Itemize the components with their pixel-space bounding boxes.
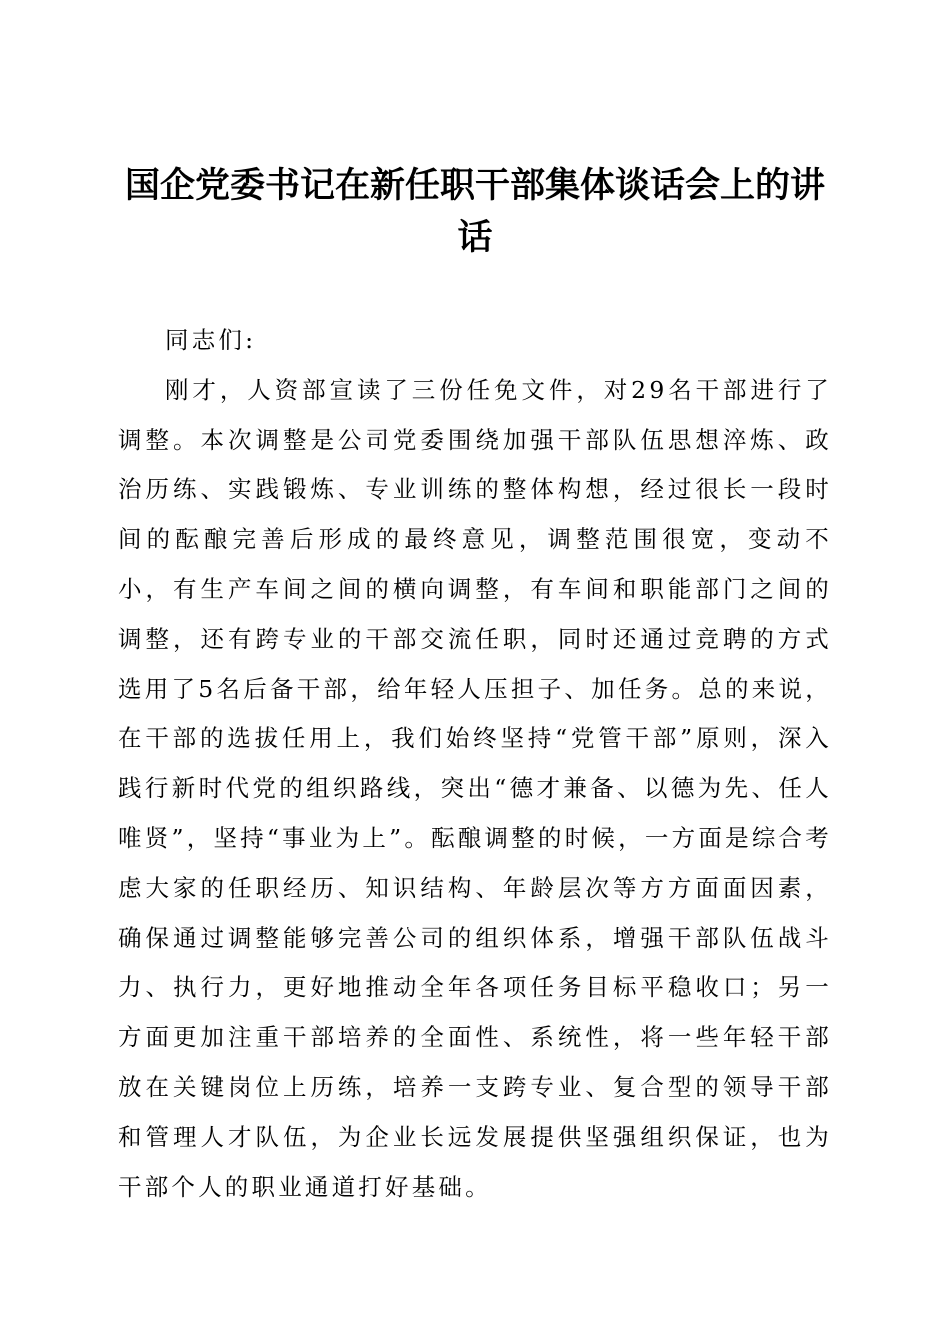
body-paragraph: 刚才，人资部宣读了三份任免文件，对29名干部进行了调整。本次调整是公司党委围绕加强干部队伍思想淬炼、政治历练、实践锻炼、专业训练的整体构想，经过很长一段时间的酝酿完善后形成的最终意见，调整范围很宽，变动不小，有生产车间之间的横向调整，有车间和职能部门之间的调整，还有跨专业的干部交流任职，同时还通过竞聘的方式选用了5名后备干部，给年轻人压担子、加任务。总的来说，在干部的选拔任用上，我们始终坚持“党管干部”原则，深入践行新时代党的组织路线，突出“德才兼备、以德为先、任人唯贤”，坚持“事业为上”。酝酿调整的时候，一方面是综合考虑大家的任职经历、知识结构、年龄层次等方方面面因素，确保通过调整能够完善公司的组织体系，增强干部队伍战斗力、执行力，更好地推动全年各项任务目标平稳收口；另一方面更加注重干部培养的全面性、系统性，将一些年轻干部放在关键岗位上历练，培养一支跨专业、复合型的领导干部和管理人才队伍，为企业长远发展提供坚强组织保证，也为干部个人的职业通道打好基础。 <box>118 375 832 1201</box>
salutation: 同志们: <box>165 326 257 354</box>
document-title: 国企党委书记在新任职干部集体谈话会上的讲话 <box>124 165 825 258</box>
document-body <box>118 316 832 1212</box>
